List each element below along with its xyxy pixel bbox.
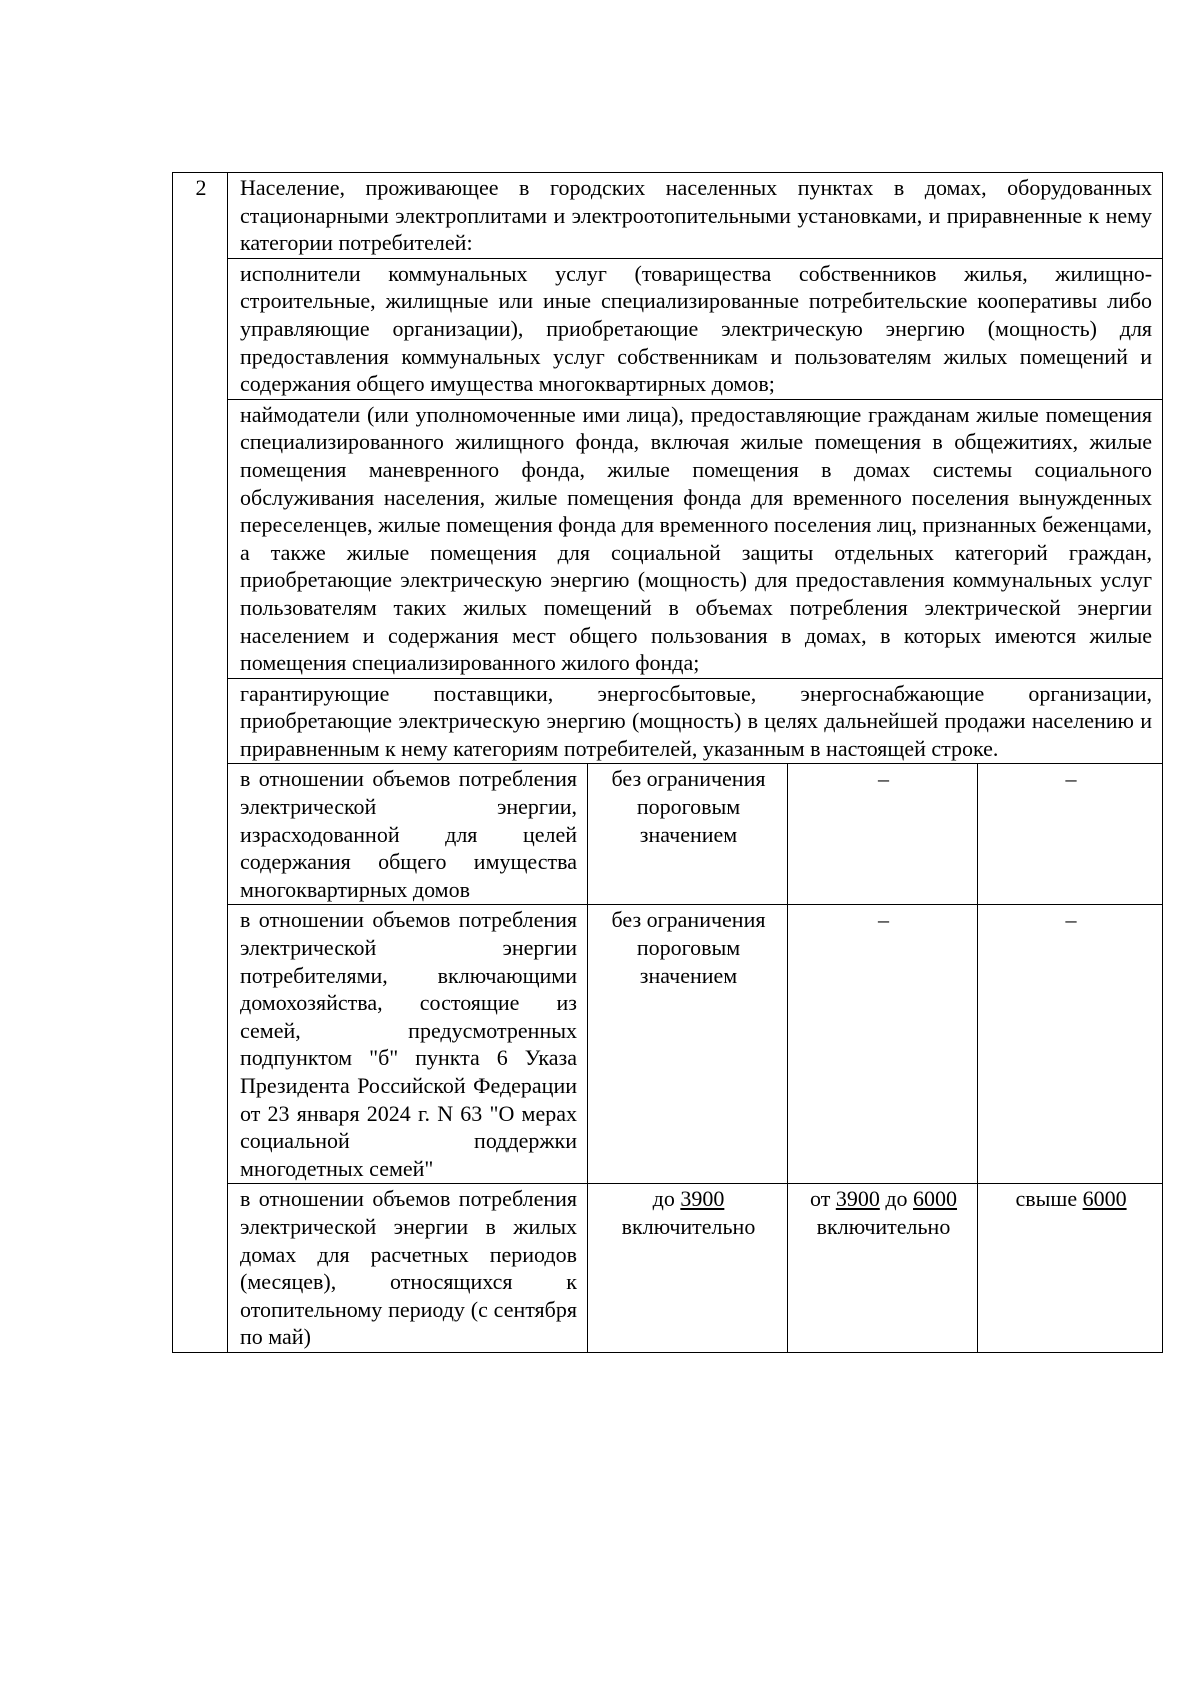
volume-range-2: – xyxy=(788,905,978,1184)
table-row-volume xyxy=(173,764,1163,905)
table-row-sub-item xyxy=(173,399,1163,678)
range-to-value-link[interactable]: 6000 xyxy=(913,1186,958,1212)
table-row-volume xyxy=(173,905,1163,1184)
table-row-sub-item xyxy=(173,678,1163,764)
sub-item-landlords: наймодатели (или уполномоченные ими лица), предоставляющие гражданам жилые помещения специализированного жилищного фонда, включая жилые помещения в общежитиях, жилые помещения маневренного фонда, жилые помещения в домах системы социального обслуживания населения, жилые помещения фонда для временного поселения вынужденных переселенцев, жилые помещения фонда для временного поселения лиц, признанных беженцами, а также жилые помещения для социальной защиты отдельных категорий граждан, приобретающие электрическую энергию (мощность) для предоставления коммунальных услуг пользователям таких жилых помещений в объемах потребления электрической энергии населением и содержания мест общего пользования в домах, в которых имеются жилые помещения специализированного жилого фонда; xyxy=(228,399,1163,678)
tariff-table xyxy=(172,172,1163,1353)
volume-range-2 xyxy=(788,1184,978,1353)
range-prefix: свыше xyxy=(1015,1186,1083,1212)
range-value-link[interactable]: 6000 xyxy=(1082,1186,1127,1212)
table-row-sub-item xyxy=(173,258,1163,399)
table-row-volume xyxy=(173,1184,1163,1353)
sub-item-suppliers: гарантирующие поставщики, энергосбытовые, энергоснабжающие организации, приобретающие электрическую энергию (мощность) в целях дальнейшей продажи населению и приравненным к нему категориям потребителей, указанным в настоящей строке. xyxy=(228,678,1163,764)
range-value-link[interactable]: 3900 xyxy=(680,1186,725,1212)
volume-range-1 xyxy=(588,1184,788,1353)
volume-range-3: – xyxy=(978,764,1163,905)
sub-item-utility-providers: исполнители коммунальных услуг (товарищества собственников жилья, жилищно-строительные, жилищные или иные специализированные потребительские кооперативы либо управляющие организации), приобретающие электрическую энергию (мощность) для предоставления коммунальных услуг собственникам и пользователям жилых помещений и содержания общего имущества многоквартирных домов; xyxy=(228,258,1163,399)
table-row-heading xyxy=(173,173,1163,259)
range-to-label: до xyxy=(879,1186,914,1212)
range-suffix: включительно xyxy=(816,1213,951,1239)
volume-description: в отношении объемов потребления электрической энергии в жилых домах для расчетных периодов (месяцев), относящихся к отопительному периоду (с сентября по май) xyxy=(228,1184,588,1353)
volume-range-1: без ограничения пороговым значением xyxy=(588,905,788,1184)
range-from-label: от xyxy=(809,1186,836,1212)
row-heading: Население, проживающее в городских населенных пунктах в домах, оборудованных стационарными электроплитами и электроотопительными установками, и приравненные к нему категории потребителей: xyxy=(228,173,1163,259)
volume-range-3 xyxy=(978,1184,1163,1353)
range-prefix: до xyxy=(652,1186,681,1212)
volume-range-3: – xyxy=(978,905,1163,1184)
volume-range-2: – xyxy=(788,764,978,905)
volume-description: в отношении объемов потребления электрической энергии, израсходованной для целей содержания общего имущества многоквартирных домов xyxy=(228,764,588,905)
volume-range-1: без ограничения пороговым значением xyxy=(588,764,788,905)
range-suffix: включительно xyxy=(621,1213,756,1239)
range-from-value-link[interactable]: 3900 xyxy=(835,1186,880,1212)
volume-description: в отношении объемов потребления электрической энергии потребителями, включающими домохозяйства, состоящие из семей, предусмотренных подпунктом "б" пункта 6 Указа Президента Российской Федерации от 23 января 2024 г. N 63 "О мерах социальной поддержки многодетных семей" xyxy=(228,905,588,1184)
row-number: 2 xyxy=(173,173,228,1353)
